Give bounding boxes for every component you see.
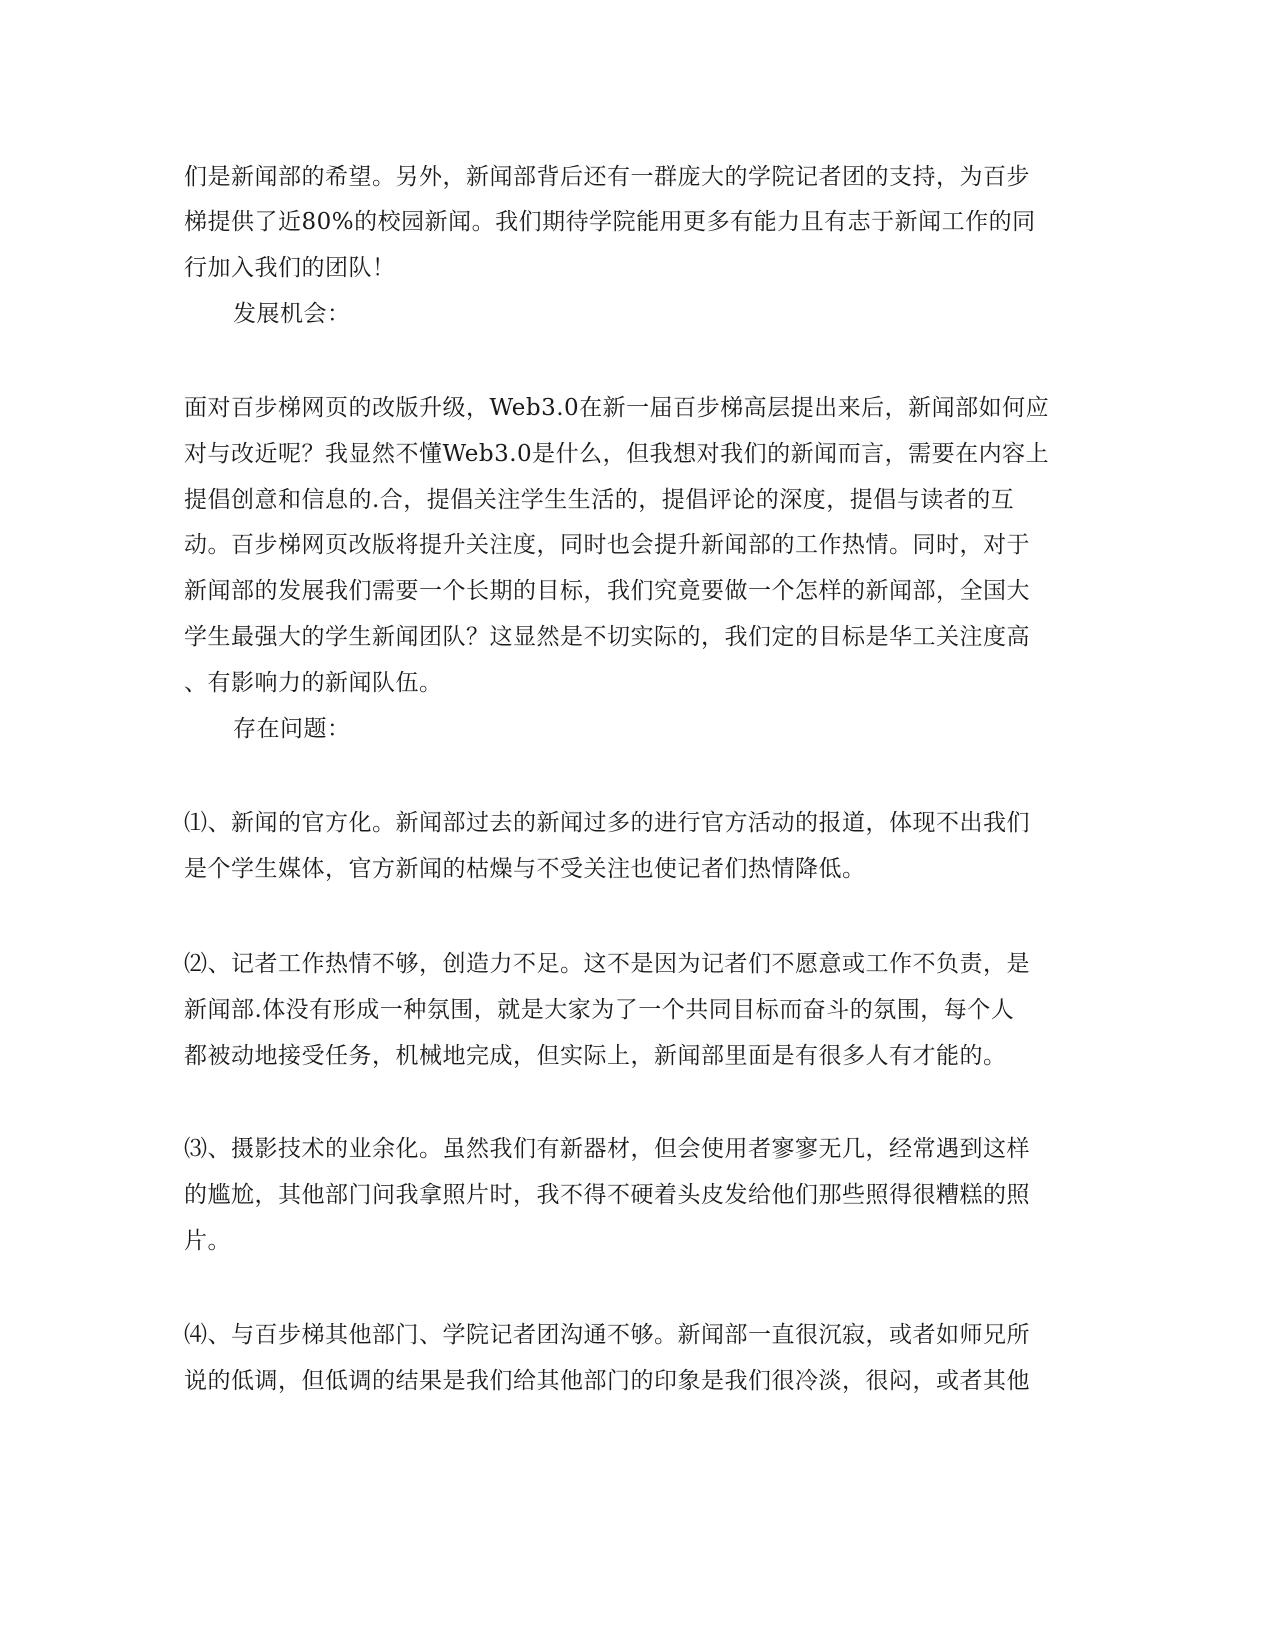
text-line: 们是新闻部的希望。另外，新闻部背后还有一群庞大的学院记者团的支持，为百步 — [184, 164, 1030, 190]
text-line: ⑶、摄影技术的业余化。虽然我们有新器材，但会使用者寥寥无几，经常遇到这样 — [184, 1136, 1030, 1162]
text-line: 行加入我们的团队！ — [184, 255, 396, 281]
text-line: 都被动地接受任务，机械地完成，但实际上，新闻部里面是有很多人有才能的。 — [184, 1043, 1007, 1069]
text-line: 面对百步梯网页的改版升级，Web3.0在新一届百步梯高层提出来后，新闻部如何应 — [184, 395, 1050, 421]
text-line: 片。 — [184, 1228, 231, 1254]
heading-problems: 存在问题： — [233, 716, 351, 742]
text-line: 、有影响力的新闻队伍。 — [184, 670, 443, 696]
text-line: ⑵、记者工作热情不够，创造力不足。这不是因为记者们不愿意或工作不负责，是 — [184, 951, 1030, 977]
text-line: 新闻部的发展我们需要一个长期的目标，我们究竟要做一个怎样的新闻部，全国大 — [184, 578, 1030, 604]
text-line: 动。百步梯网页改版将提升关注度，同时也会提升新闻部的工作热情。同时，对于 — [184, 532, 1030, 558]
text-line: 新闻部.体没有形成一种氛围，就是大家为了一个共同目标而奋斗的氛围，每个人 — [184, 997, 1015, 1023]
text-line: 对与改近呢？我显然不懂Web3.0是什么，但我想对我们的新闻而言，需要在内容上 — [184, 441, 1050, 467]
text-line: ⑴、新闻的官方化。新闻部过去的新闻过多的进行官方活动的报道，体现不出我们 — [184, 810, 1030, 836]
text-line: 说的低调，但低调的结果是我们给其他部门的印象是我们很冷淡，很闷，或者其他 — [184, 1368, 1030, 1394]
text-line: 学生最强大的学生新闻团队？这显然是不切实际的，我们定的目标是华工关注度高 — [184, 624, 1030, 650]
text-line: 是个学生媒体，官方新闻的枯燥与不受关注也使记者们热情降低。 — [184, 856, 866, 882]
text-line: 梯提供了近80%的校园新闻。我们期待学院能用更多有能力且有志于新闻工作的同 — [184, 209, 1036, 235]
text-line: 的尴尬，其他部门问我拿照片时，我不得不硬着头皮发给他们那些照得很糟糕的照 — [184, 1182, 1030, 1208]
heading-opportunity: 发展机会： — [233, 301, 351, 327]
text-line: 提倡创意和信息的.合，提倡关注学生生活的，提倡评论的深度，提倡与读者的互 — [184, 487, 1015, 513]
text-line: ⑷、与百步梯其他部门、学院记者团沟通不够。新闻部一直很沉寂，或者如师兄所 — [184, 1322, 1030, 1348]
